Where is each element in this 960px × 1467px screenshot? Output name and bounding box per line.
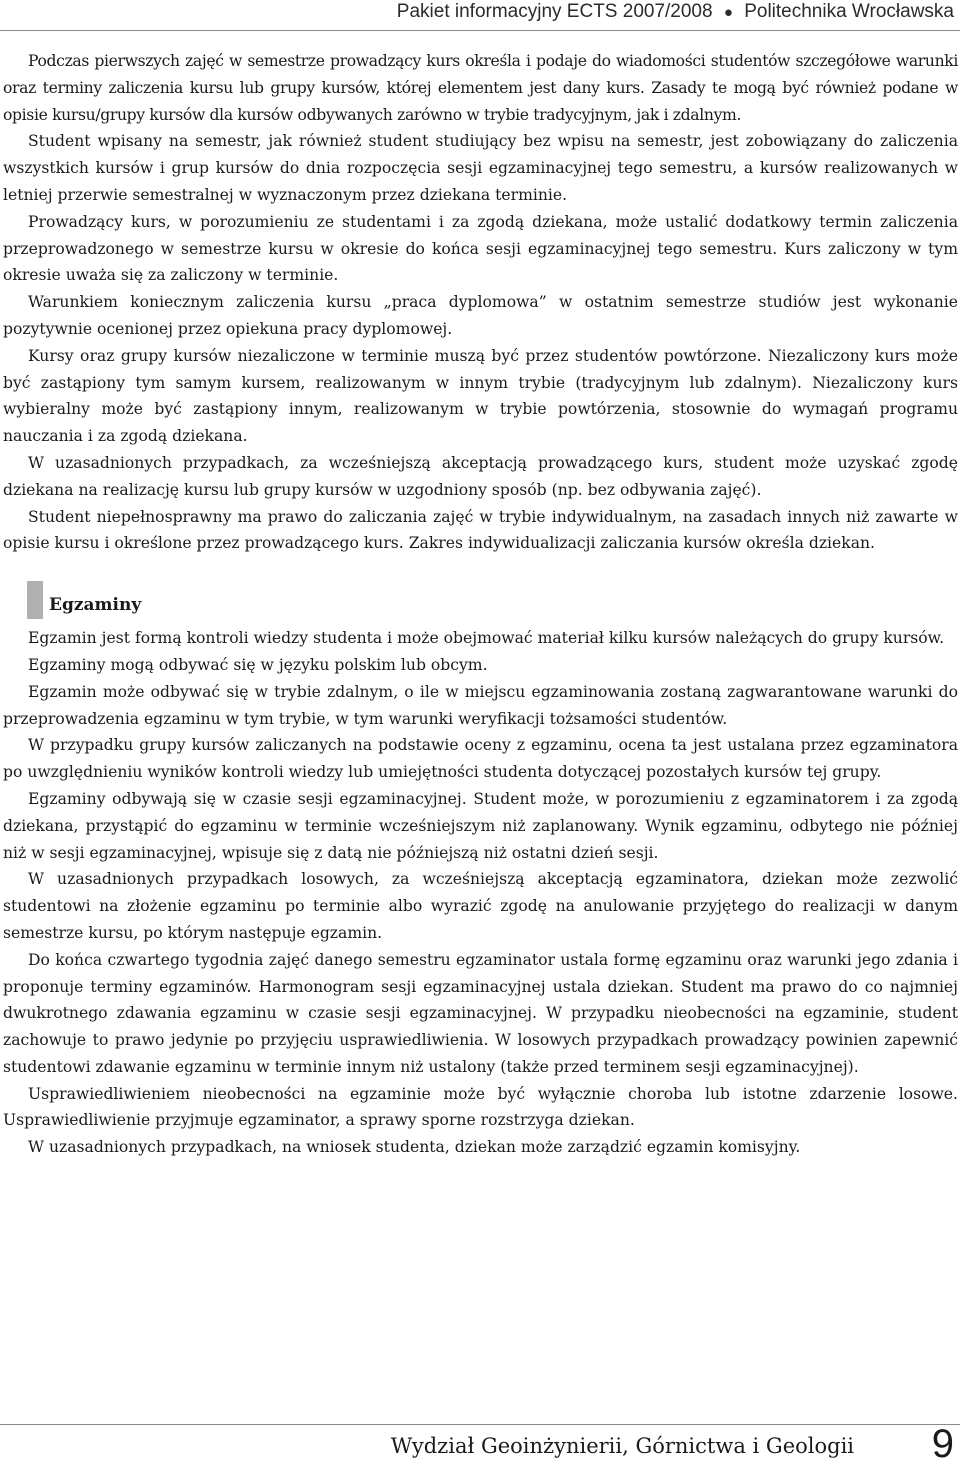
paragraph: Prowadzący kurs, w porozumieniu ze studentami i za zgodą dziekana, może ustalić dodatkowy termin zaliczenia przeprowadzonego w semestrze kursu w okresie do końca sesji egzaminacyjnej tego semestru. Kurs zaliczony w tym okresie uważa się za zaliczony w terminie. bbox=[3, 212, 958, 285]
paragraph: Usprawiedliwieniem nieobecności na egzaminie może być wyłącznie choroba lub istotne zdarzenie losowe. Usprawiedliwienie przyjmuje egzaminator, a sprawy sporne rozstrzyga dziekan. bbox=[3, 1084, 958, 1130]
paragraph: Egzamin jest formą kontroli wiedzy studenta i może obejmować materiał kilku kursów należących do grupy kursów. bbox=[28, 629, 945, 648]
paragraph: Egzaminy odbywają się w czasie sesji egzaminacyjnej. Student może, w porozumieniu z egzaminatorem i za zgodą dziekana, przystąpić do egzaminu w terminie wcześniejszym niż zaplanowany. Wynik egzaminu, odbytego nie później niż w sesji egzaminacyjnej, wpisuje się z datą nie późniejszą niż ostatni dzień sesji. bbox=[3, 789, 958, 862]
footer-divider bbox=[0, 1424, 960, 1425]
header-divider bbox=[0, 30, 960, 31]
footer-faculty: Wydział Geoinżynierii, Górnictwa i Geologii bbox=[390, 1434, 854, 1458]
header-separator: ● bbox=[723, 4, 733, 21]
page-header bbox=[397, 0, 954, 24]
section-marker-bar bbox=[27, 581, 43, 619]
paragraph: Podczas pierwszych zajęć w semestrze prowadzący kurs określa i podaje do wiadomości studentów szczegółowe warunki oraz terminy zaliczenia kursu lub grupy kursów, której elementem jest dany kurs. Zasady te mogą być również podane w opisie kursu/grupy kursów dla kursów odbywanych zarówno w trybie tradycyjnym, jak i zdalnym. bbox=[3, 52, 958, 124]
header-title: Pakiet informacyjny ECTS 2007/2008 bbox=[396, 1, 713, 22]
section-title: Egzaminy bbox=[49, 594, 142, 615]
page-number: 9 bbox=[931, 1422, 954, 1466]
paragraph: Egzaminy mogą odbywać się w języku polskim lub obcym. bbox=[28, 655, 488, 674]
document-body bbox=[3, 48, 958, 1161]
header-university: Politechnika Wrocławska bbox=[744, 1, 954, 22]
paragraph: Warunkiem koniecznym zaliczenia kursu „praca dyplomowa” w ostatnim semestrze studiów jest wykonanie pozytywnie ocenionej przez opiekuna pracy dyplomowej. bbox=[3, 293, 958, 338]
paragraph: Do końca czwartego tygodnia zajęć danego semestru egzaminator ustala formę egzaminu oraz warunki jego zdania i proponuje terminy egzaminów. Harmonogram sesji egzaminacyjnej ustala dziekan. Student ma prawo do co najmniej dwukrotnego zdawania egzaminu w czasie sesji egzaminacyjnej. W przypadku nieobecności na egzaminie, student zachowuje to prawo jedynie po przyjęciu usprawiedliwienia. W losowych przypadkach prowadzący powinien zapewnić studentowi zdawanie egzaminu w terminie innym niż ustalony (także przed terminem sesji egzaminacyjnej). bbox=[3, 950, 958, 1076]
paragraph: Kursy oraz grupy kursów niezaliczone w terminie muszą być przez studentów powtórzone. Niezaliczony kurs może być zastąpiony tym samym kursem, realizowanym w innym trybie (tradycyjnym lub zdalnym). Niezaliczony kurs wybieralny może być zastąpiony innym, realizowanym w trybie powtórzenia, stosownie do wymagań programu nauczania i za zgodą dziekana. bbox=[3, 346, 958, 446]
section-heading-egzaminy bbox=[3, 581, 958, 625]
paragraph: W uzasadnionych przypadkach losowych, za wcześniejszą akceptacją egzaminatora, dziekan może zezwolić studentowi na złożenie egzaminu po terminie albo wyrazić zgodę na anulowanie przyjętego do realizacji w danym semestrze kursu, po którym następuje egzamin. bbox=[3, 870, 958, 942]
paragraph: W uzasadnionych przypadkach, za wcześniejszą akceptacją prowadzącego kurs, student może uzyskać zgodę dziekana na realizację kursu lub grupy kursów w uzgodniony sposób (np. bez odbywania zajęć). bbox=[3, 453, 958, 499]
paragraph: W przypadku grupy kursów zaliczanych na podstawie oceny z egzaminu, ocena ta jest ustalana przez egzaminatora po uwzględnieniu wyników kontroli wiedzy lub umiejętności studenta dotyczącej pozostałych kursów tej grupy. bbox=[3, 736, 958, 782]
paragraph: W uzasadnionych przypadkach, na wniosek studenta, dziekan może zarządzić egzamin komisyjny. bbox=[28, 1138, 801, 1157]
paragraph: Student niepełnosprawny ma prawo do zaliczania zajęć w trybie indywidualnym, na zasadach innych niż zawarte w opisie kursu i określone przez prowadzącego kurs. Zakres indywidualizacji zaliczania kursów określa dziekan. bbox=[3, 507, 958, 553]
paragraph: Egzamin może odbywać się w trybie zdalnym, o ile w miejscu egzaminowania zostaną zagwarantowane warunki do przeprowadzenia egzaminu w tym trybie, w tym warunki weryfikacji tożsamości studentów. bbox=[3, 682, 958, 728]
paragraph: Student wpisany na semestr, jak również student studiujący bez wpisu na semestr, jest zobowiązany do zaliczenia wszystkich kursów i grup kursów do dnia rozpoczęcia sesji egzaminacyjnej tego semestru, a kursów realizowanych w letniej przerwie semestralnej w wyznaczonym przez dziekana terminie. bbox=[3, 132, 958, 204]
